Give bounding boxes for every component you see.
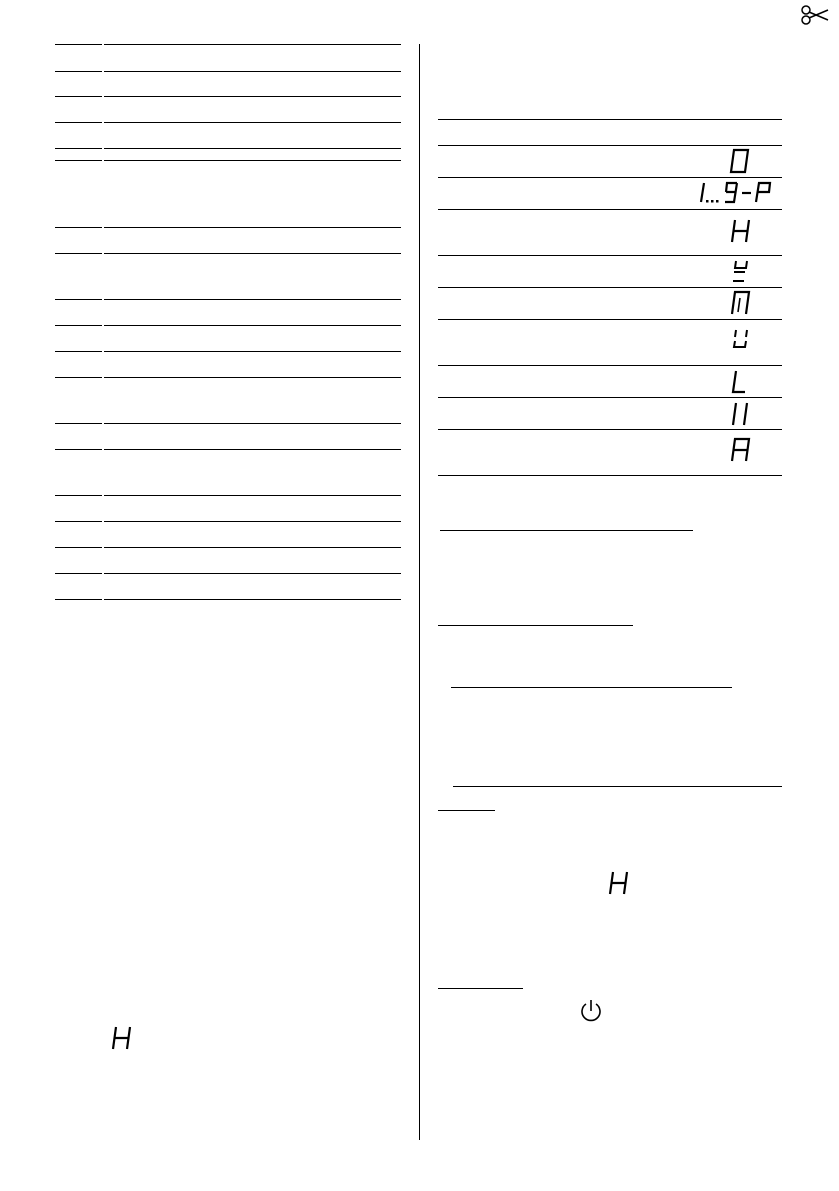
table-row <box>55 377 401 378</box>
table-row <box>55 521 401 522</box>
column-gap <box>102 40 104 605</box>
table-row <box>55 44 401 45</box>
table-row <box>55 227 401 228</box>
table-row <box>55 423 401 424</box>
table-row <box>438 365 782 366</box>
table-row <box>55 573 401 574</box>
heading-underline <box>438 810 495 811</box>
heading-underline <box>451 687 732 688</box>
table-row <box>55 299 401 300</box>
table-row <box>55 71 401 72</box>
table-row <box>438 177 782 178</box>
table-row <box>438 287 782 288</box>
column-separator <box>419 44 420 1140</box>
table-row <box>438 319 782 320</box>
table-row <box>438 255 782 256</box>
table-row <box>55 351 401 352</box>
display-auto-heat-icon <box>730 437 752 463</box>
display-levels-icon <box>696 180 784 206</box>
table-row <box>55 547 401 548</box>
display-keep-warm-low-icon <box>731 327 751 353</box>
table-row <box>55 495 401 496</box>
display-lock-icon <box>731 369 751 395</box>
table-row <box>55 599 401 600</box>
heading-underline <box>453 786 782 787</box>
inline-left-residual-heat-icon <box>111 1025 133 1051</box>
heading-underline <box>440 530 693 531</box>
inline-residual-heat-icon <box>608 870 630 896</box>
heading-underline <box>438 625 633 626</box>
heading-underline <box>438 988 523 989</box>
table-row <box>55 325 401 326</box>
table-row <box>55 148 401 149</box>
table-row <box>438 209 782 210</box>
display-bridge-icon <box>730 401 752 427</box>
table-row <box>55 253 401 254</box>
display-residual-heat-icon <box>730 218 752 244</box>
display-zero-icon <box>728 148 752 174</box>
table-row <box>438 397 782 398</box>
left-table <box>55 0 401 610</box>
table-row <box>438 145 782 146</box>
display-melt-icon <box>730 290 752 316</box>
table-row <box>55 122 401 123</box>
display-keep-warm-high-icon <box>731 258 751 284</box>
power-icon <box>578 998 604 1024</box>
scissors-icon <box>800 4 830 26</box>
table-row <box>438 119 782 120</box>
table-row <box>55 449 401 450</box>
table-row <box>438 475 782 476</box>
table-row <box>438 429 782 430</box>
table-row <box>55 160 401 161</box>
table-row <box>55 96 401 97</box>
